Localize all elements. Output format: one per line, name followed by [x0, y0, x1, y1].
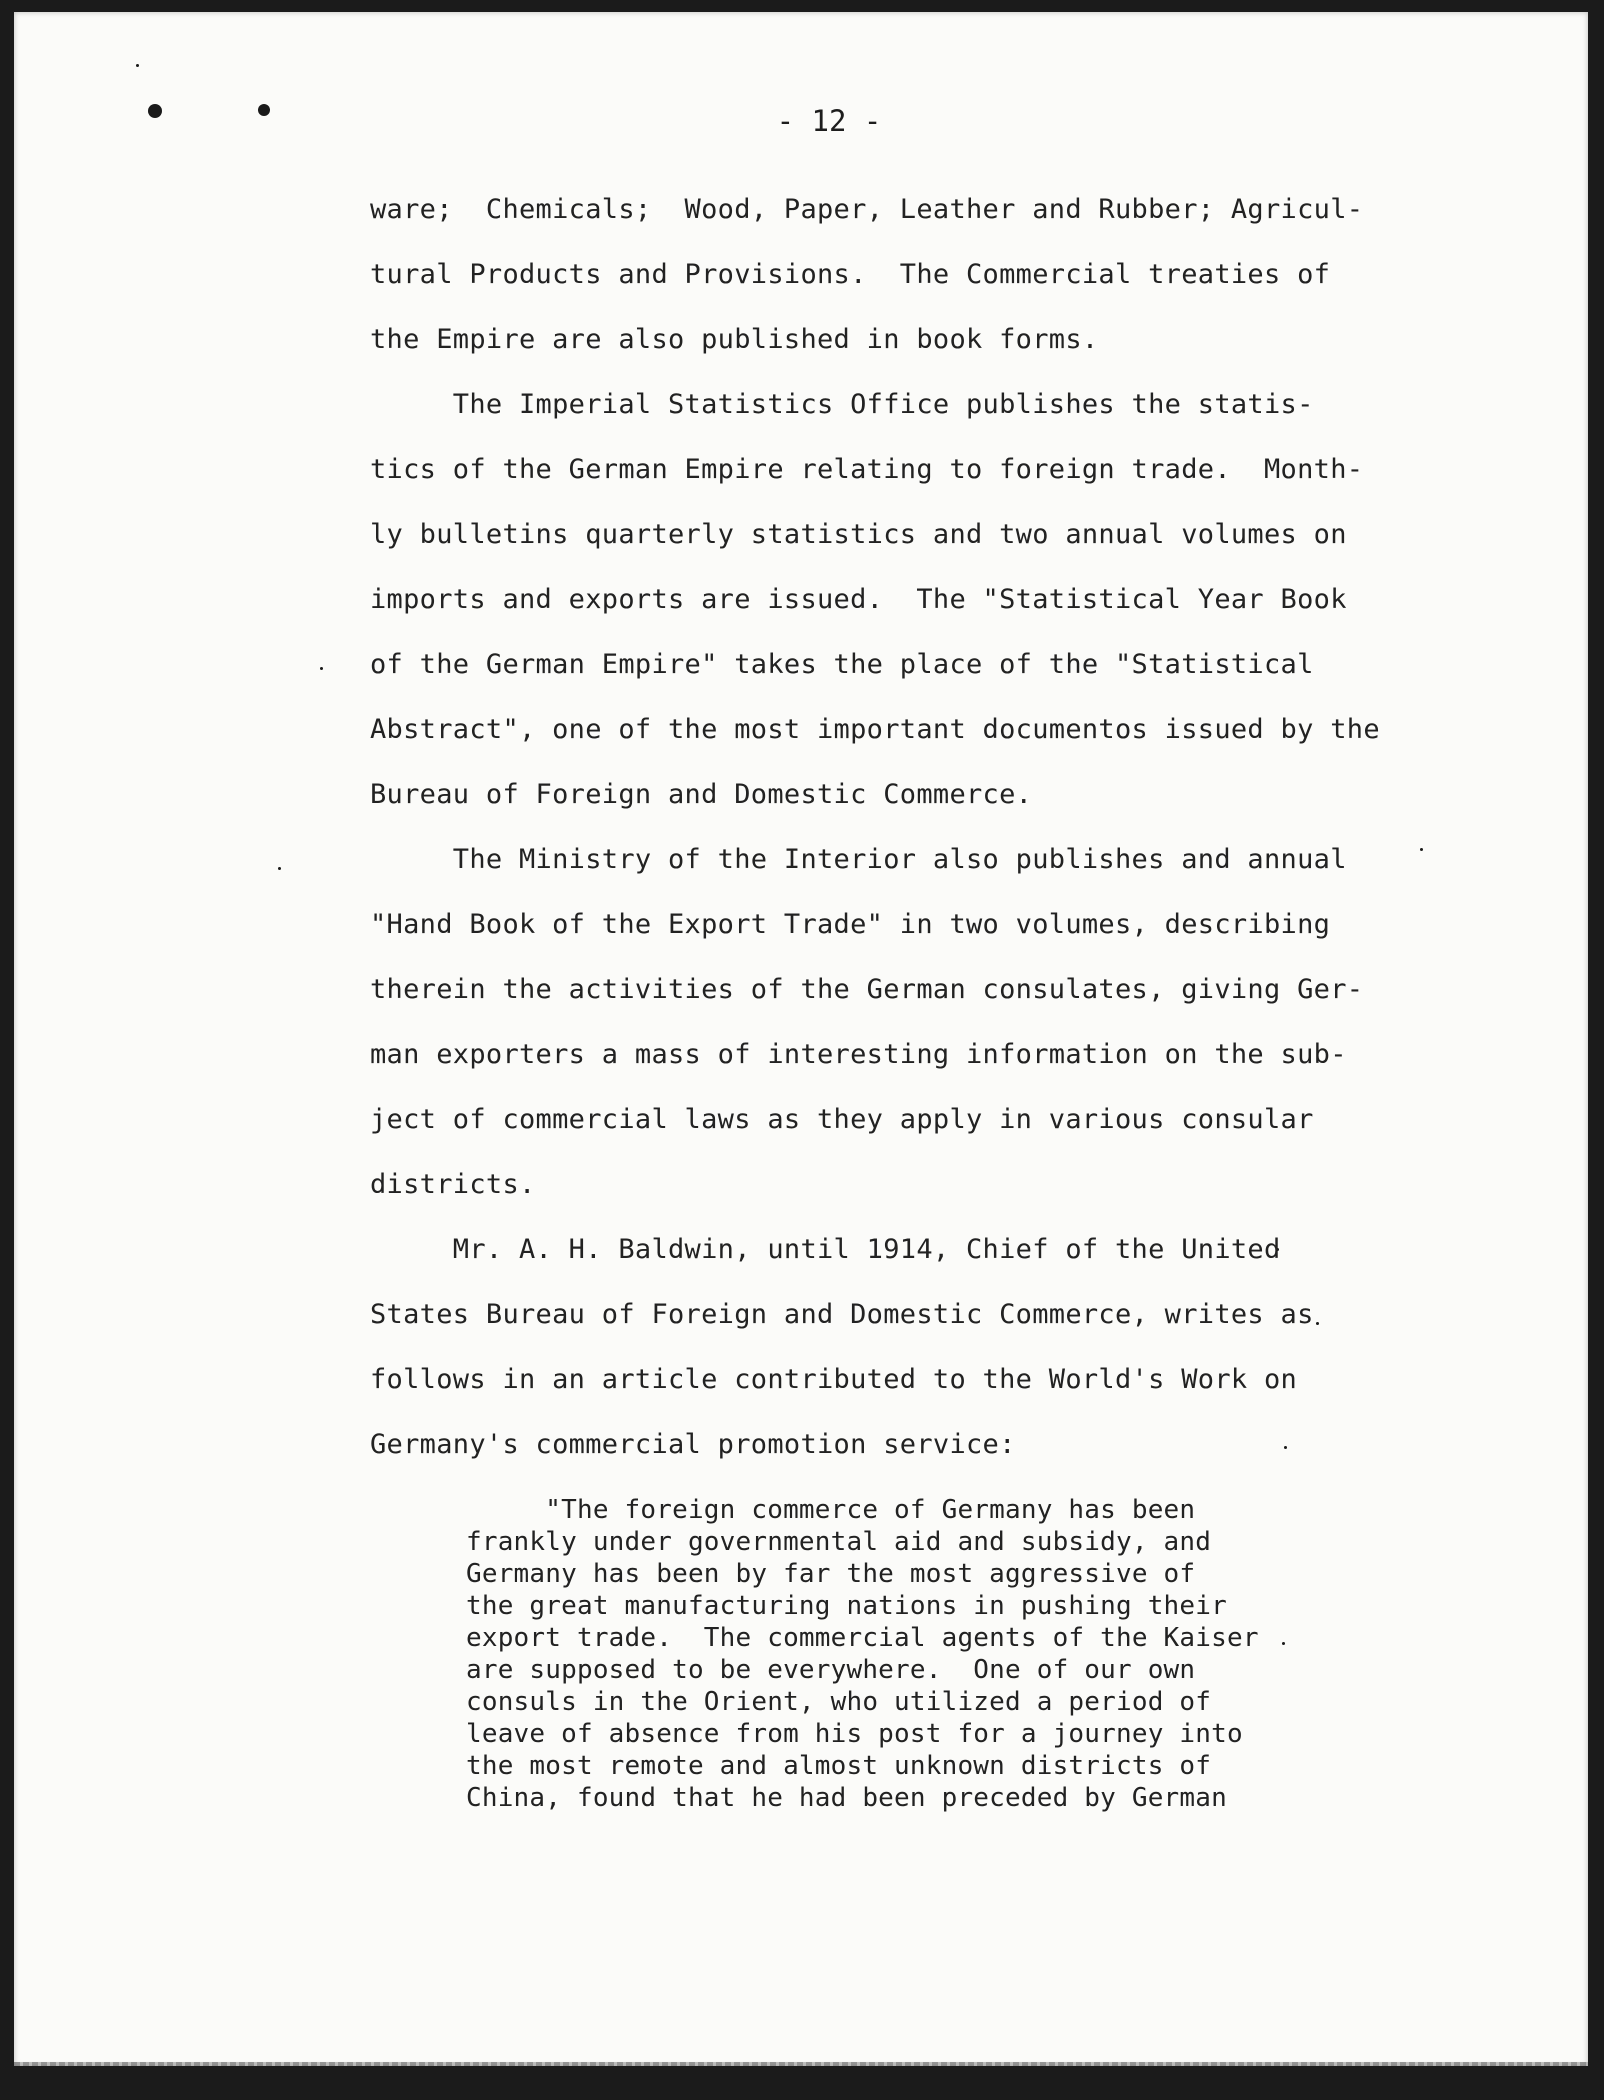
- text-line: ware; Chemicals; Wood, Paper, Leather and Rubber; Agricul-: [370, 194, 1364, 225]
- page-number: - 12 -: [776, 104, 882, 138]
- text-line: Mr. A. H. Baldwin, until 1914, Chief of the United: [370, 1234, 1281, 1265]
- text-line: The Imperial Statistics Office publishes the statis-: [370, 389, 1314, 420]
- quote-line: leave of absence from his post for a journey into: [466, 1719, 1243, 1749]
- scan-edge: [14, 2062, 1588, 2066]
- text-line: tural Products and Provisions. The Commercial treaties of: [370, 259, 1331, 290]
- quote-line: "The foreign commerce of Germany has been: [466, 1495, 1196, 1525]
- text-line: Germany's commercial promotion service:: [370, 1429, 1016, 1460]
- quote-line: are supposed to be everywhere. One of our own: [466, 1655, 1196, 1685]
- scan-speck: [278, 867, 281, 870]
- text-line: the Empire are also published in book forms.: [370, 324, 1099, 355]
- text-line: man exporters a mass of interesting information on the sub-: [370, 1039, 1347, 1070]
- document-page: [14, 12, 1588, 2066]
- text-line: ject of commercial laws as they apply in various consular: [370, 1104, 1314, 1135]
- text-line: follows in an article contributed to the World's Work on: [370, 1364, 1298, 1395]
- scan-speck: [1284, 1446, 1287, 1449]
- text-line: tics of the German Empire relating to foreign trade. Month-: [370, 454, 1364, 485]
- quote-line: the great manufacturing nations in pushing their: [466, 1591, 1227, 1621]
- text-line: Bureau of Foreign and Domestic Commerce.: [370, 779, 1033, 810]
- quote-line: China, found that he had been preceded by German: [466, 1783, 1227, 1813]
- scan-speck: [1316, 1322, 1319, 1325]
- text-line: imports and exports are issued. The "Statistical Year Book: [370, 584, 1347, 615]
- quote-line: the most remote and almost unknown districts of: [466, 1751, 1212, 1781]
- quote-line: frankly under governmental aid and subsidy, and: [466, 1527, 1212, 1557]
- scan-speck: [1420, 848, 1423, 851]
- text-line: of the German Empire" takes the place of the "Statistical: [370, 649, 1314, 680]
- scan-speck: [1282, 1642, 1285, 1645]
- quote-line: Germany has been by far the most aggressive of: [466, 1559, 1196, 1589]
- text-line: therein the activities of the German consulates, giving Ger-: [370, 974, 1364, 1005]
- quote-line: export trade. The commercial agents of the Kaiser: [466, 1623, 1259, 1653]
- text-line: States Bureau of Foreign and Domestic Commerce, writes as: [370, 1299, 1314, 1330]
- text-line: Abstract", one of the most important documentos issued by the: [370, 714, 1380, 745]
- quote-line: consuls in the Orient, who utilized a period of: [466, 1687, 1212, 1717]
- text-line: The Ministry of the Interior also publishes and annual: [370, 844, 1347, 875]
- scan-speck: [320, 667, 323, 670]
- scan-speck: [136, 64, 139, 67]
- text-line: ly bulletins quarterly statistics and two annual volumes on: [370, 519, 1347, 550]
- text-line: districts.: [370, 1169, 536, 1200]
- text-line: "Hand Book of the Export Trade" in two volumes, describing: [370, 909, 1331, 940]
